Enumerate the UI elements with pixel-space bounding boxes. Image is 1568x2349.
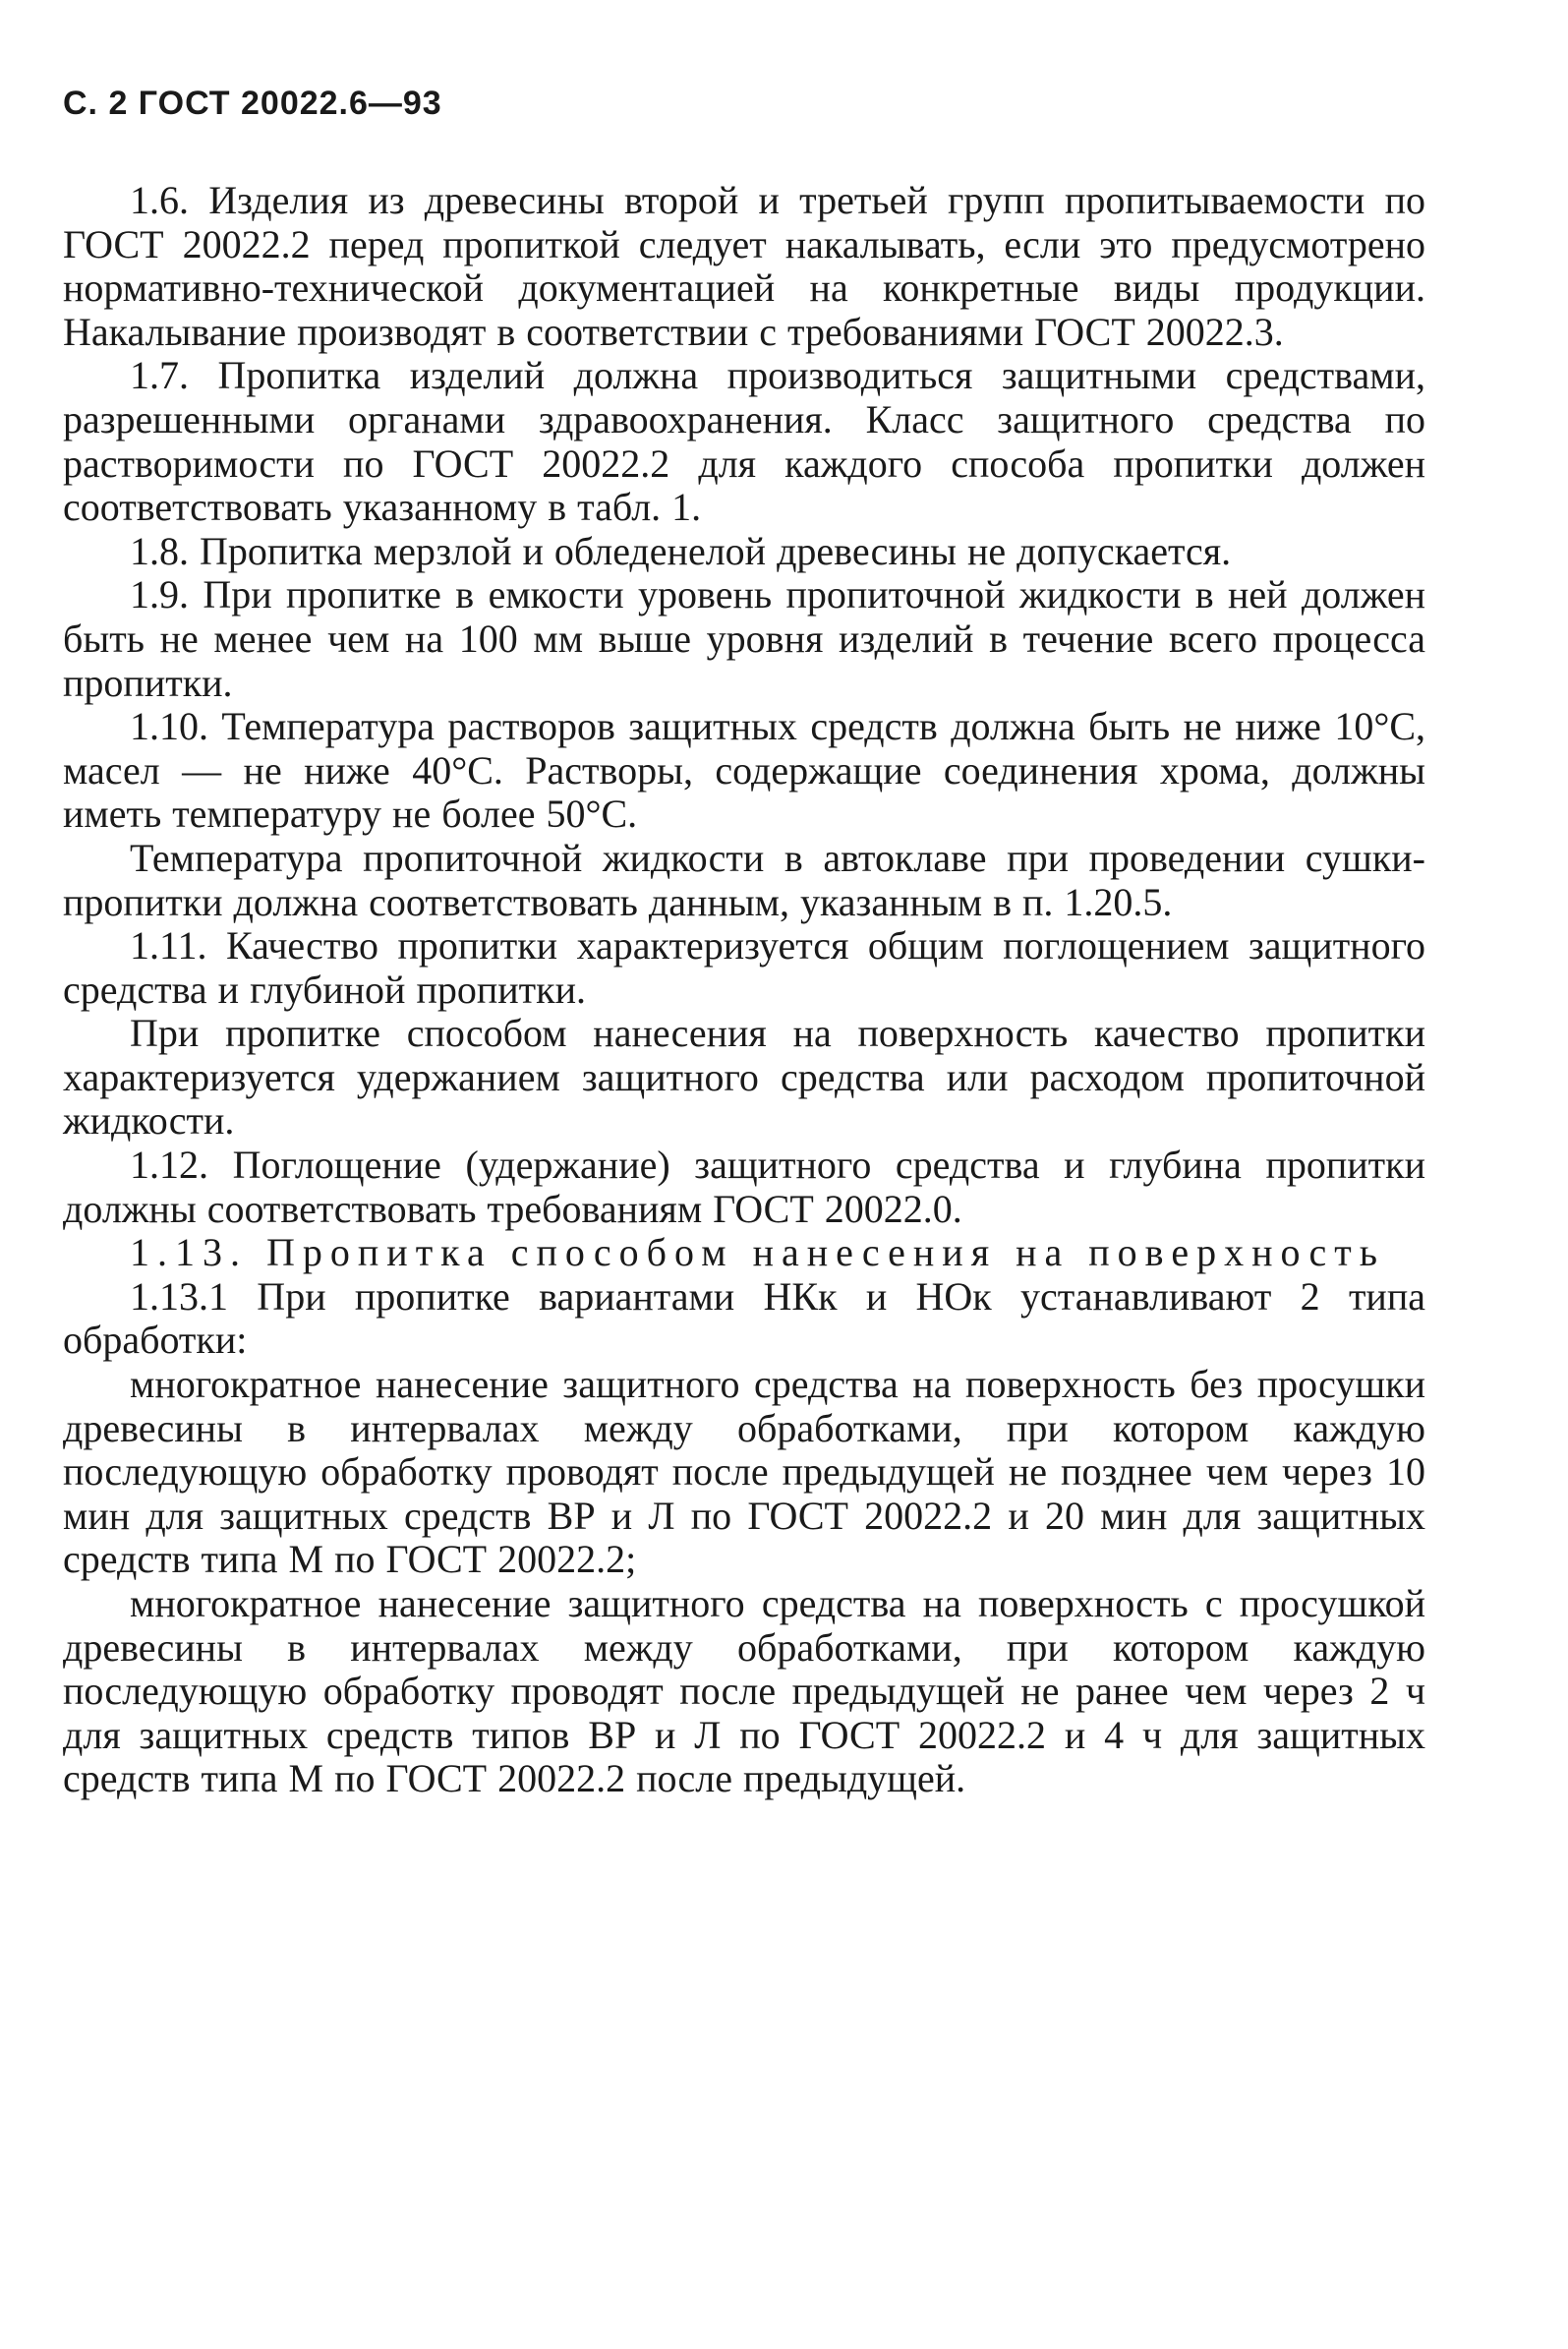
clause-1-13-1-item-1: многократное нанесение защитного средства на поверхность без просушки древесины в интервалах между обработками, при котором каждую последующую обработку проводят после предыдущей не позднее чем через 10 мин для защитных средств ВР и Л по ГОСТ 20022.2 и 20 мин для защитных средств типа М по ГОСТ 20022.2; <box>63 1362 1425 1582</box>
page-running-head: С. 2 ГОСТ 20022.6—93 <box>63 85 442 122</box>
clause-1-10: 1.10. Температура растворов защитных средств должна быть не ниже 10°С, масел — не ниже 40°С. Растворы, содержащие соединения хрома, должны иметь температуру не более 50°С. <box>63 704 1425 837</box>
clause-1-6: 1.6. Изделия из древесины второй и третьей групп пропитываемости по ГОСТ 20022.2 перед пропиткой следует накалывать, если это предусмотрено нормативно-технической документацией на конкретные виды продукции. Накалывание производят в соответствии с требованиями ГОСТ 20022.3. <box>63 178 1425 354</box>
clause-1-13-1-item-2: многократное нанесение защитного средства на поверхность с просушкой древесины в интервалах между обработками, при котором каждую последующую обработку проводят после предыдущей не ранее чем через 2 ч для защитных средств типов ВР и Л по ГОСТ 20022.2 и 4 ч для защитных средств типа М по ГОСТ 20022.2 после предыдущей. <box>63 1581 1425 1801</box>
clause-1-11: 1.11. Качество пропитки характеризуется общим поглощением защитного средства и глубиной пропитки. <box>63 923 1425 1012</box>
clause-1-7: 1.7. Пропитка изделий должна производиться защитными средствами, разрешенными органами здравоохранения. Класс защитного средства по растворимости по ГОСТ 20022.2 для каждого способа пропитки должен соответствовать указанному в табл. 1. <box>63 353 1425 530</box>
clause-1-11-continuation: При пропитке способом нанесения на поверхность качество пропитки характеризуется удержанием защитного средства или расходом пропиточной жидкости. <box>63 1011 1425 1144</box>
clause-1-9: 1.9. При пропитке в емкости уровень пропиточной жидкости в ней должен быть не менее чем на 100 мм выше уровня изделий в течение всего процесса пропитки. <box>63 572 1425 705</box>
clause-1-13-1: 1.13.1 При пропитке вариантами НКк и НОк устанавливают 2 типа обработки: <box>63 1273 1425 1363</box>
clause-1-10-continuation: Температура пропиточной жидкости в автоклаве при проведении сушки-пропитки должна соответствовать данным, указанным в п. 1.20.5. <box>63 835 1425 924</box>
clause-1-12: 1.12. Поглощение (удержание) защитного средства и глубина пропитки должны соответствовать требованиям ГОСТ 20022.0. <box>63 1143 1425 1231</box>
clause-1-8: 1.8. Пропитка мерзлой и обледенелой древесины не допускается. <box>130 528 1232 573</box>
document-body <box>63 179 1425 1801</box>
clause-1-13-heading: 1.13. Пропитка способом нанесения на поверхность <box>130 1230 1385 1275</box>
